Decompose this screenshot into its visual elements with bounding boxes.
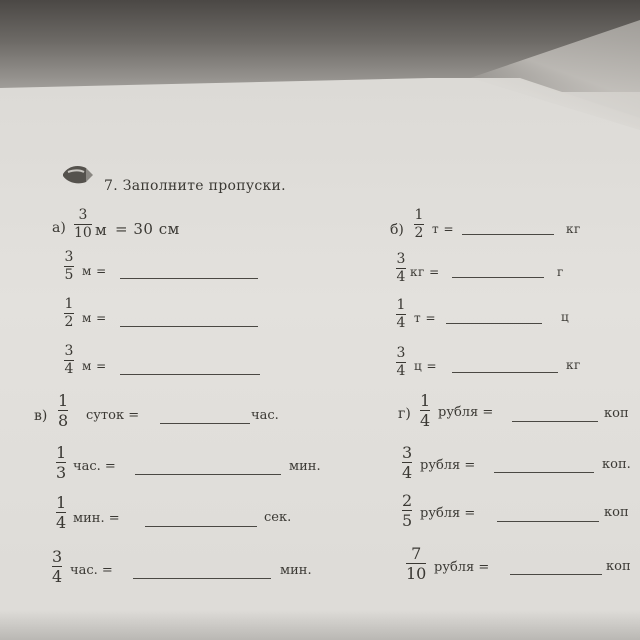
answer-blank[interactable] — [133, 578, 271, 579]
unit-label: час. = — [73, 459, 116, 474]
answer-blank[interactable] — [512, 421, 598, 422]
denominator: 10 — [74, 225, 92, 241]
unit-label: м = — [82, 359, 107, 373]
fraction: 2 5 — [402, 491, 413, 530]
fraction: 1 4 — [396, 297, 406, 331]
answer-blank[interactable] — [135, 474, 281, 475]
fraction — [74, 208, 92, 241]
answer-blank[interactable] — [462, 234, 554, 235]
numerator: 3 — [78, 207, 88, 223]
answer-blank[interactable] — [494, 472, 594, 473]
fraction: 1 4 — [420, 391, 431, 430]
target-unit: г — [557, 265, 564, 279]
answer-blank[interactable] — [452, 372, 558, 373]
target-unit: коп — [604, 505, 629, 520]
unit-label: ц = — [414, 359, 438, 373]
unit-label: мин. = — [73, 511, 120, 526]
target-unit: коп. — [602, 457, 631, 472]
target-unit: коп — [604, 406, 629, 421]
answer-blank[interactable] — [145, 526, 257, 527]
target-unit: сек. — [264, 510, 292, 525]
target-unit: мин. — [289, 459, 321, 474]
target-unit: коп — [606, 559, 631, 574]
target-unit: ц — [561, 310, 570, 324]
answer-blank[interactable] — [510, 574, 602, 575]
unit-label: кг = — [410, 265, 440, 279]
section-g-label: г) — [398, 406, 411, 422]
fraction: 1 2 — [414, 207, 424, 241]
unit-label: т = — [432, 222, 455, 236]
example-result: = 30 см — [115, 220, 180, 238]
answer-blank[interactable] — [497, 521, 599, 522]
answer-blank[interactable] — [120, 326, 258, 327]
unit-label: м = — [82, 311, 107, 325]
exercise-title: 7. Заполните пропуски. — [104, 178, 286, 194]
unit-label: рубля = — [420, 506, 476, 521]
unit-label: рубля = — [438, 405, 494, 420]
fraction: 7 10 — [406, 544, 427, 583]
fraction: 3 4 — [52, 547, 63, 586]
unit-label: час. = — [70, 563, 113, 578]
target-unit: час. — [251, 408, 279, 423]
answer-blank[interactable] — [160, 423, 250, 424]
section-a-label: а) — [52, 220, 66, 236]
answer-blank[interactable] — [446, 323, 542, 324]
fraction: 3 4 — [402, 443, 413, 482]
fraction: 1 2 — [64, 296, 74, 330]
unit-label: м = — [82, 264, 107, 278]
unit-label: рубля = — [434, 560, 490, 575]
answer-blank[interactable] — [120, 278, 258, 279]
target-unit: кг — [566, 358, 581, 372]
fraction: 3 5 — [64, 249, 74, 283]
target-unit: кг — [566, 222, 581, 236]
target-unit: мин. — [280, 563, 312, 578]
answer-blank[interactable] — [120, 374, 260, 375]
pencil-icon — [60, 162, 94, 188]
unit-label: суток = — [86, 408, 140, 423]
fraction: 1 3 — [56, 443, 67, 482]
fraction: 3 4 — [396, 345, 406, 379]
answer-blank[interactable] — [452, 277, 544, 278]
fraction: 1 4 — [56, 493, 67, 532]
fraction: 3 4 — [64, 343, 74, 377]
fraction: 3 4 — [396, 251, 406, 285]
section-v-label: в) — [34, 408, 48, 424]
bottom-shadow — [0, 610, 640, 640]
fraction: 1 8 — [58, 391, 69, 430]
unit-label: м — [95, 221, 108, 239]
section-b-label: б) — [390, 222, 404, 238]
unit-label: рубля = — [420, 458, 476, 473]
unit-label: т = — [414, 311, 437, 325]
